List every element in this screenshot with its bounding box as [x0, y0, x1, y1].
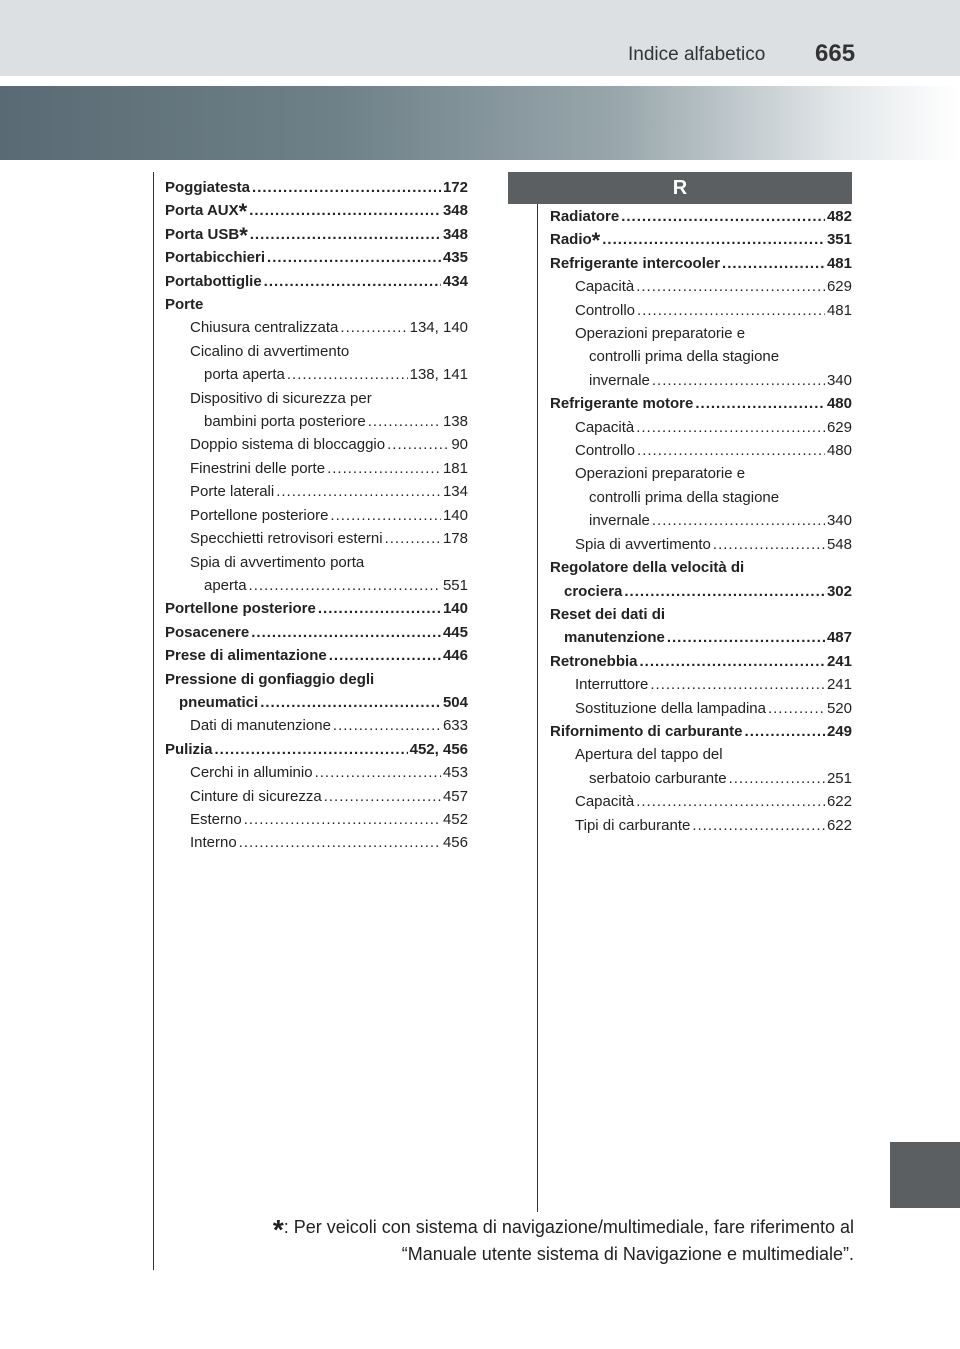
index-entry-label: Porta USB — [165, 225, 240, 243]
index-entry — [550, 252, 852, 275]
leader-dots — [250, 223, 441, 246]
index-entry-label: Interno — [190, 834, 237, 852]
leader-dots — [636, 416, 825, 439]
index-entry-label: Pulizia — [165, 740, 213, 758]
index-entry-pages: 457 — [442, 787, 468, 805]
index-entry — [550, 720, 852, 743]
index-entry — [165, 644, 468, 667]
index-entry-heading: Pressione di gonfiaggio degli — [165, 670, 375, 688]
index-entry-label: Radiatore — [550, 208, 620, 225]
leader-dots — [260, 691, 441, 714]
index-entry-label: invernale — [589, 512, 650, 530]
index-entry-heading: Dispositivo di sicurezza per — [190, 389, 372, 407]
index-entry — [550, 205, 852, 228]
index-entry-pages: 487 — [826, 629, 852, 647]
index-entry-label: Specchietti retrovisori esterni — [190, 530, 383, 548]
index-column-right — [550, 205, 852, 837]
index-entry-pages: 622 — [826, 816, 852, 834]
index-entry — [550, 650, 852, 673]
index-entry-heading: Operazioni preparatorie e — [575, 325, 746, 343]
index-entry-label: crociera — [564, 582, 623, 600]
index-entry-pages: 456 — [442, 834, 468, 852]
index-entry-pages: 445 — [442, 623, 468, 641]
index-entry-pages: 482 — [826, 208, 852, 225]
index-entry-heading: Cicalino di avvertimento — [190, 342, 350, 360]
index-entry-pages: 481 — [826, 254, 852, 272]
index-entry-pages: 348 — [442, 225, 468, 243]
index-entry-label: bambini porta posteriore — [204, 413, 366, 431]
leader-dots — [252, 176, 441, 199]
leader-dots — [330, 504, 441, 527]
index-entry-label: Portabottiglie — [165, 272, 262, 290]
column-divider — [537, 204, 538, 1212]
leader-dots — [324, 785, 441, 808]
footnote-asterisk: * — [272, 1214, 284, 1245]
index-entry-pages: 134 — [442, 483, 468, 501]
index-entry-label: Refrigerante intercooler — [550, 254, 721, 272]
index-entry-heading: Spia di avvertimento porta — [190, 553, 365, 571]
index-entry-label: Controllo — [575, 442, 636, 460]
index-entry-label: Spia di avvertimento — [575, 535, 711, 553]
index-entry-pages: 134, 140 — [409, 319, 468, 337]
leader-dots — [695, 392, 825, 415]
index-entry-pages: 140 — [442, 600, 468, 618]
index-entry — [165, 831, 468, 854]
index-entry-pages: 251 — [826, 769, 852, 787]
leader-dots — [340, 316, 407, 339]
leader-dots — [602, 228, 825, 251]
index-entry-pages: 446 — [442, 647, 468, 665]
index-column-left — [165, 176, 468, 855]
index-entry-pages: 302 — [826, 582, 852, 600]
index-entry-pages: 548 — [826, 535, 852, 553]
leader-dots — [621, 205, 825, 228]
footnote — [154, 1210, 854, 1268]
index-entry-label: Refrigerante motore — [550, 395, 694, 413]
index-entry-label: Prese di alimentazione — [165, 647, 327, 665]
index-entry — [165, 691, 468, 714]
index-entry — [550, 673, 852, 696]
index-entry — [165, 246, 468, 269]
index-entry-label: Poggiatesta — [165, 179, 251, 196]
index-entry-heading: Porte — [165, 296, 204, 314]
leader-dots — [329, 644, 441, 667]
index-entry-label: Portellone posteriore — [190, 506, 329, 524]
index-entry — [550, 439, 852, 462]
index-entry-label: serbatoio carburante — [589, 769, 727, 787]
index-entry-label: manutenzione — [564, 629, 665, 647]
index-entry — [550, 626, 852, 649]
index-entry-pages: 453 — [442, 764, 468, 782]
index-entry — [550, 814, 852, 837]
leader-dots — [650, 673, 825, 696]
index-entry — [550, 509, 852, 532]
leader-dots — [244, 808, 441, 831]
index-entry-label: Capacità — [575, 418, 635, 436]
index-entry-label: Posacenere — [165, 623, 250, 641]
index-entry — [165, 574, 468, 597]
index-entry-label: Dati di manutenzione — [190, 717, 331, 735]
index-entry-pages: 504 — [442, 693, 468, 711]
index-entry-pages: 629 — [826, 278, 852, 296]
index-entry — [165, 504, 468, 527]
leader-dots — [249, 199, 441, 222]
index-entry-label: Esterno — [190, 810, 242, 828]
index-entry-pages: 452 — [442, 810, 468, 828]
index-entry-pages: 481 — [826, 301, 852, 319]
page-title: Indice alfabetico — [628, 44, 766, 65]
index-entry-label: aperta — [204, 576, 247, 594]
index-entry-pages: 181 — [442, 459, 468, 477]
index-entry — [165, 316, 468, 339]
leader-dots — [276, 480, 441, 503]
index-entry — [165, 597, 468, 620]
index-entry-label: Capacità — [575, 793, 635, 811]
index-entry — [165, 738, 468, 761]
index-entry — [550, 275, 852, 298]
leader-dots — [637, 439, 825, 462]
leader-dots — [215, 738, 408, 761]
index-entry — [165, 410, 468, 433]
index-entry-label: Interruttore — [575, 676, 649, 694]
leader-dots — [624, 580, 825, 603]
index-entry — [550, 790, 852, 813]
leader-dots — [327, 457, 441, 480]
index-entry-pages: 340 — [826, 512, 852, 530]
index-entry-pages: 633 — [442, 717, 468, 735]
index-entry-pages: 249 — [826, 722, 852, 740]
index-entry — [165, 621, 468, 644]
index-entry-pages: 241 — [826, 676, 852, 694]
index-entry — [165, 785, 468, 808]
index-entry-pages: 138 — [442, 413, 468, 431]
footnote-line-2: “Manuale utente sistema di Navigazione e multimediale”. — [401, 1244, 854, 1264]
leader-dots — [729, 767, 825, 790]
index-entry-label: pneumatici — [179, 693, 259, 711]
leader-dots — [385, 527, 441, 550]
index-entry-pages: 551 — [442, 576, 468, 594]
leader-dots — [692, 814, 825, 837]
index-entry — [165, 363, 468, 386]
leader-dots — [722, 252, 825, 275]
index-entry-pages: 435 — [442, 249, 468, 267]
index-entry-pages: 351 — [826, 231, 852, 249]
section-letter-header: R — [508, 172, 852, 204]
index-entry-label: Controllo — [575, 301, 636, 319]
index-entry-label: Cinture di sicurezza — [190, 787, 322, 805]
index-entry-pages: 629 — [826, 418, 852, 436]
index-entry-pages: 138, 141 — [409, 366, 468, 384]
page-number: 665 — [815, 40, 856, 67]
chapter-thumb-tab — [890, 1142, 960, 1208]
index-entry-pages: 622 — [826, 793, 852, 811]
index-entry — [165, 714, 468, 737]
index-entry-pages: 348 — [442, 202, 468, 220]
index-entry — [550, 416, 852, 439]
index-entry-label: Porta AUX — [165, 202, 239, 220]
index-entry-pages: 241 — [826, 652, 852, 670]
index-entry-label: Sostituzione della lampadina — [575, 699, 766, 717]
leader-dots — [318, 597, 441, 620]
index-entry-label: Portellone posteriore — [165, 600, 316, 618]
leader-dots — [637, 299, 825, 322]
leader-dots — [249, 574, 441, 597]
index-entry — [165, 480, 468, 503]
index-entry-label: Tipi di carburante — [575, 816, 691, 834]
index-entry — [165, 457, 468, 480]
index-entry-label: Capacità — [575, 278, 635, 296]
index-entry-pages: 434 — [442, 272, 468, 290]
leader-dots — [287, 363, 408, 386]
leader-dots — [333, 714, 441, 737]
index-entry-pages: 172 — [442, 179, 468, 196]
index-entry-pages: 178 — [442, 530, 468, 548]
index-entry-heading: Regolatore della velocità di — [550, 559, 745, 577]
index-entry — [165, 808, 468, 831]
left-margin-rule — [153, 172, 154, 1270]
index-entry-pages: 520 — [826, 699, 852, 717]
leader-dots — [267, 246, 441, 269]
leader-dots — [768, 697, 825, 720]
leader-dots — [636, 275, 825, 298]
index-entry-label: Doppio sistema di bloccaggio — [190, 436, 386, 454]
index-entry — [550, 697, 852, 720]
index-entry-pages: 480 — [826, 442, 852, 460]
index-entry — [165, 433, 468, 456]
index-entry: Porta AUX * ..... 348 — [165, 199, 468, 222]
index-entry-label: Rifornimento di carburante — [550, 722, 743, 740]
index-entry — [165, 270, 468, 293]
leader-dots — [640, 650, 825, 673]
index-entry-label: Retronebbia — [550, 652, 638, 670]
index-entry-heading: Apertura del tappo del — [575, 746, 723, 764]
leader-dots — [636, 790, 825, 813]
index-entry-label: Finestrini delle porte — [190, 459, 326, 477]
footnote-line-1: : Per veicoli con sistema di navigazione/multimediale, fare riferimento al — [283, 1217, 854, 1237]
index-entry-label: invernale — [589, 371, 650, 389]
index-entry-label: Portabicchieri — [165, 249, 266, 267]
index-entry-pages: 340 — [826, 371, 852, 389]
leader-dots — [239, 831, 441, 854]
index-entry — [550, 369, 852, 392]
header-banner — [0, 86, 960, 160]
index-entry-heading: Reset dei dati di — [550, 605, 666, 623]
index-entry: Porta USB * ..... 348 — [165, 223, 468, 246]
leader-dots — [652, 369, 825, 392]
leader-dots — [713, 533, 825, 556]
index-entry-heading: Operazioni preparatorie e — [575, 465, 746, 483]
index-entry-pages: 140 — [442, 506, 468, 524]
index-entry — [550, 299, 852, 322]
index-entry — [165, 527, 468, 550]
leader-dots — [667, 626, 825, 649]
index-entry-pages: 452, 456 — [409, 740, 468, 758]
index-entry — [550, 392, 852, 415]
index-entry-heading: controlli prima della stagione — [589, 488, 780, 506]
index-entry-label: porta aperta — [204, 366, 285, 384]
index-entry — [165, 176, 468, 199]
index-entry-pages: 90 — [451, 436, 468, 454]
leader-dots — [315, 761, 441, 784]
index-entry — [550, 533, 852, 556]
index-entry-pages: 480 — [826, 395, 852, 413]
leader-dots — [652, 509, 825, 532]
leader-dots — [264, 270, 441, 293]
index-entry-label: Cerchi in alluminio — [190, 764, 313, 782]
index-entry: Radio * ..... 351 — [550, 228, 852, 251]
index-entry-heading: controlli prima della stagione — [589, 348, 780, 366]
leader-dots — [251, 621, 441, 644]
index-entry-label: Radio — [550, 231, 592, 249]
leader-dots — [745, 720, 825, 743]
index-entry-label: Chiusura centralizzata — [190, 319, 339, 337]
leader-dots — [387, 433, 449, 456]
index-entry-label: Porte laterali — [190, 483, 275, 501]
leader-dots — [368, 410, 441, 433]
index-entry — [550, 580, 852, 603]
index-entry — [165, 761, 468, 784]
index-entry — [550, 767, 852, 790]
